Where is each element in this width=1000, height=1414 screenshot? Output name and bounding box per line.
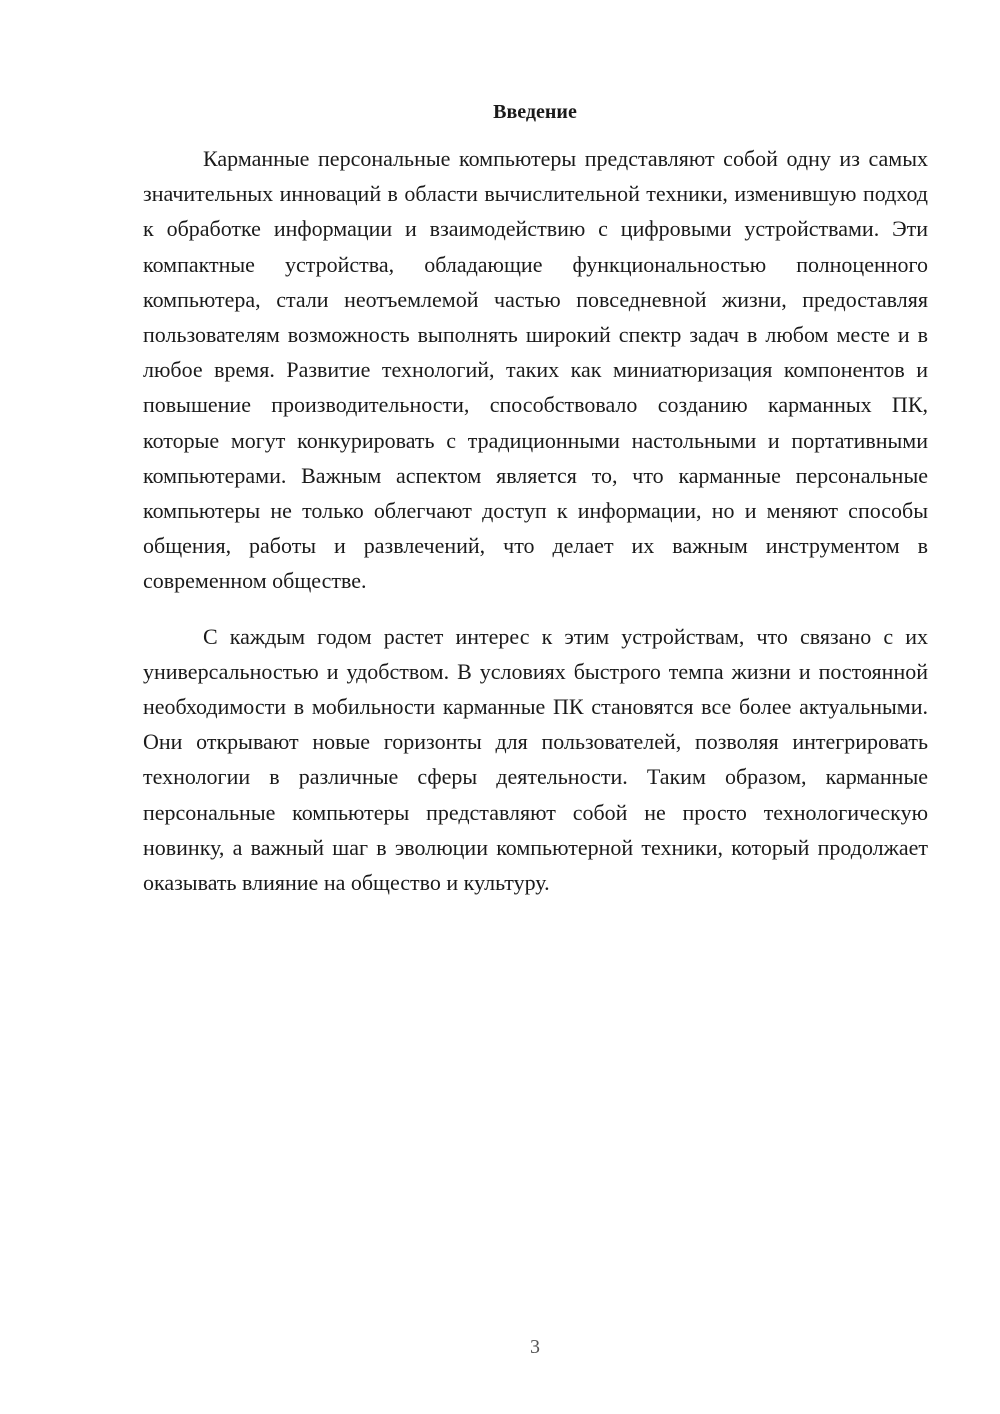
section-heading: Введение [493,101,577,123]
body-text [143,141,928,900]
paragraph-1: Карманные персональные компьютеры представляют собой одну из самых значительных инноваций в области вычислительной техники, изменившую подход к обработке информации и взаимодействию с цифровыми устройствами. Эти компактные устройства, обладающие функциональностью полноценного компьютера, стали неотъемлемой частью повседневной жизни, предоставляя пользователям возможность выполнять широкий спектр задач в любом месте и в любое время. Развитие технологий, таких как миниатюризация компонентов и повышение производительности, способствовало созданию карманных ПК, которые могут конкурировать с традиционными настольными и портативными компьютерами. Важным аспектом является то, что карманные персональные компьютеры не только облегчают доступ к информации, но и меняют способы общения, работы и развлечений, что делает их важным инструментом в современном обществе. [143,146,928,594]
page-number: 3 [530,1336,540,1358]
paragraph-2: С каждым годом растет интерес к этим устройствам, что связано с их универсальностью и удобством. В условиях быстрого темпа жизни и постоянной необходимости в мобильности карманные ПК становятся все более актуальными. Они открывают новые горизонты для пользователей, позволяя интегрировать технологии в различные сферы деятельности. Таким образом, карманные персональные компьютеры представляют собой не просто технологическую новинку, а важный шаг в эволюции компьютерной техники, который продолжает оказывать влияние на общество и культуру. [143,623,928,896]
